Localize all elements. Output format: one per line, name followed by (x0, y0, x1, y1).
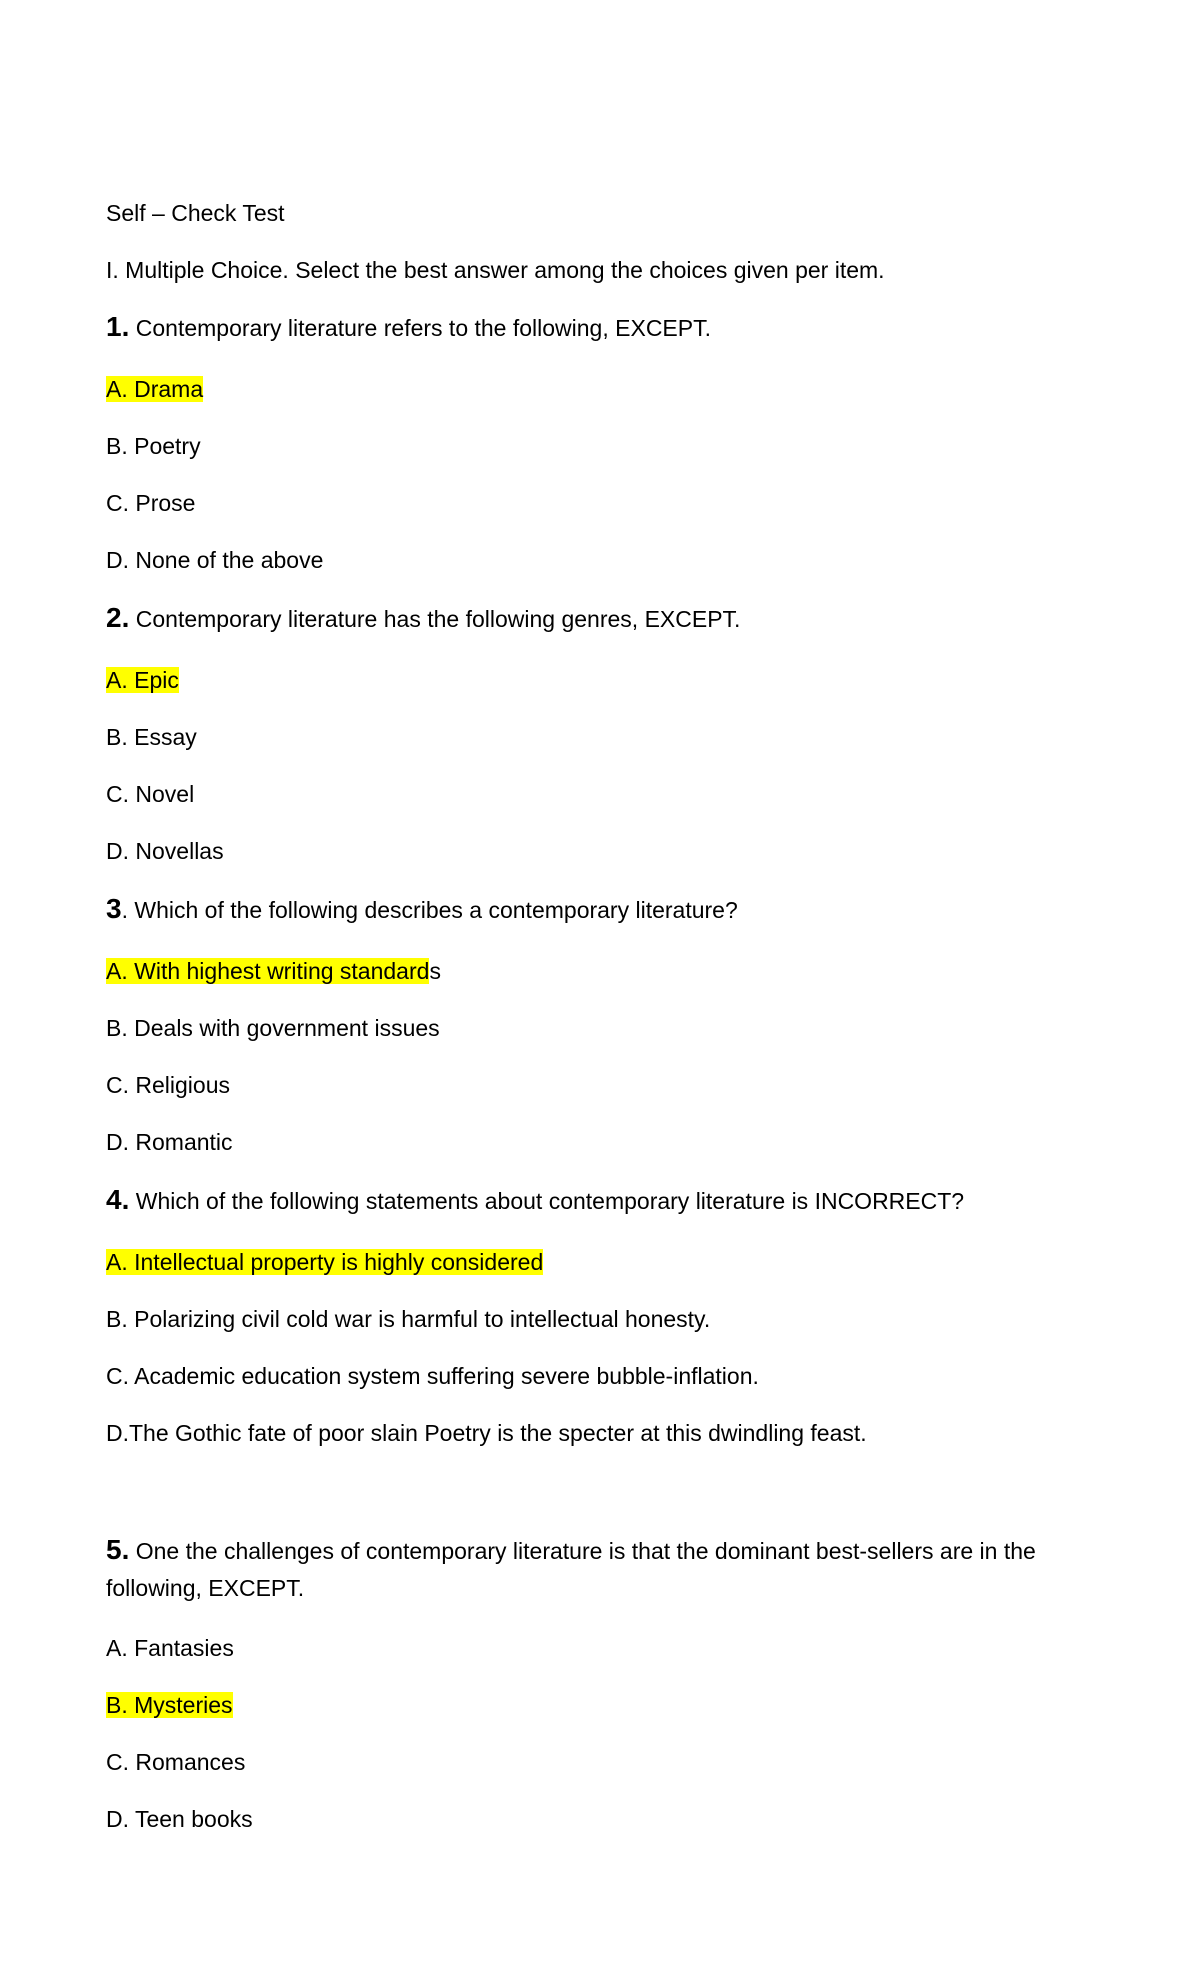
highlighted-answer: B. Mysteries (106, 1692, 233, 1718)
answer-option: C. Novel (106, 781, 195, 807)
highlighted-answer: A. Drama (106, 376, 204, 402)
highlighted-answer: A. Intellectual property is highly considered (106, 1249, 544, 1275)
answer-option: B. Deals with government issues (106, 1015, 440, 1041)
answer-option (106, 957, 441, 985)
answer-option: C. Religious (106, 1072, 230, 1098)
answer-option (106, 1691, 233, 1719)
question-number: 4. (106, 1184, 130, 1215)
question-3 (106, 895, 738, 924)
question-number: 3 (106, 893, 122, 924)
highlighted-answer: A. Epic (106, 667, 179, 693)
question-number: 5. (106, 1534, 130, 1565)
question-text: . Which of the following describes a contemporary literature? (121, 897, 738, 923)
question-text: Contemporary literature refers to the following, EXCEPT. (129, 315, 711, 341)
answer-option (106, 666, 179, 694)
question-text: Contemporary literature has the following genres, EXCEPT. (129, 606, 741, 632)
page-title: Self – Check Test (106, 200, 285, 226)
answer-option: A. Fantasies (106, 1635, 234, 1661)
answer-option: B. Poetry (106, 433, 201, 459)
instructions: I. Multiple Choice. Select the best answer among the choices given per item. (106, 257, 885, 283)
question-number: 1. (106, 311, 130, 342)
answer-option: D. Novellas (106, 838, 224, 864)
answer-option: B. Polarizing civil cold war is harmful to intellectual honesty. (106, 1306, 711, 1332)
question-2 (106, 604, 740, 633)
highlighted-answer: A. With highest writing standard (106, 958, 430, 984)
answer-option: D.The Gothic fate of poor slain Poetry is the specter at this dwindling feast. (106, 1420, 867, 1446)
question-4 (106, 1186, 964, 1215)
answer-option (106, 375, 203, 403)
answer-option: C. Prose (106, 490, 196, 516)
question-number: 2. (106, 602, 130, 633)
question-text: Which of the following statements about contemporary literature is INCORRECT? (129, 1188, 965, 1214)
answer-option (106, 1248, 543, 1276)
question-1 (106, 313, 711, 342)
answer-option: C. Romances (106, 1749, 246, 1775)
answer-text-rest: s (429, 958, 441, 984)
answer-option: D. None of the above (106, 547, 324, 573)
question-text: One the challenges of contemporary literature is that the dominant best-sellers are in the following, EXCEPT. (106, 1538, 1036, 1601)
answer-option: D. Romantic (106, 1129, 233, 1155)
question-5 (106, 1531, 1096, 1607)
answer-option: B. Essay (106, 724, 197, 750)
answer-option: C. Academic education system suffering severe bubble-inflation. (106, 1363, 759, 1389)
answer-option: D. Teen books (106, 1806, 253, 1832)
